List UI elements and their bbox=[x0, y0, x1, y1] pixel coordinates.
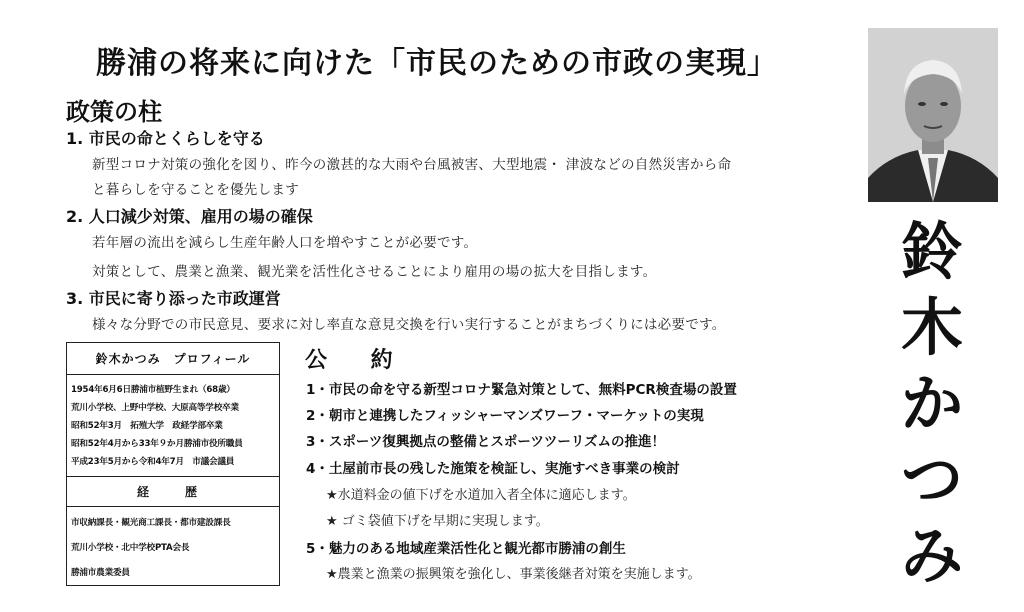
pillar-1-text-2: と暮らしを守ることを優先します bbox=[92, 182, 299, 198]
policy-heading: 政策の柱 bbox=[66, 98, 162, 126]
pillar-2-text-2: 対策として、農業と漁業、観光業を活性化させることにより雇用の場の拡大を目指します。 bbox=[92, 264, 657, 280]
career-line: 市収納課長・観光商工課長・都市建設課長 bbox=[71, 518, 231, 528]
career-lines bbox=[67, 507, 279, 590]
portrait-illustration bbox=[868, 28, 998, 202]
pledge-sub-item: ★ ゴミ袋値下げを早期に実現します。 bbox=[326, 514, 549, 529]
name-char: つ bbox=[900, 443, 963, 516]
pledge-sub-item: ★水道料金の値下げを水道加入者全体に適応します。 bbox=[326, 488, 636, 503]
career-line: 勝浦市農業委員 bbox=[71, 568, 130, 578]
candidate-name-vertical bbox=[892, 214, 972, 594]
profile-title: 鈴木かつみ プロフィール bbox=[67, 343, 279, 375]
pillar-1-title: 1. 市民の命とくらしを守る bbox=[66, 129, 265, 148]
pillar-2-text-1: 若年層の流出を減らし生産年齢人口を増やすことが必要です。 bbox=[92, 235, 478, 251]
pledge-item-2: 2・朝市と連携したフィッシャーマンズワーフ・マーケットの実現 bbox=[306, 408, 704, 424]
profile-line: 荒川小学校、上野中学校、大原高等学校卒業 bbox=[71, 403, 239, 413]
pledges-heading: 公 約 bbox=[305, 348, 411, 373]
pillar-3-text-1: 様々な分野での市民意見、要求に対し率直な意見交換を行い実行することがまちづくりには必要です。 bbox=[92, 317, 726, 333]
profile-line: 昭和52年3月 拓殖大学 政経学部卒業 bbox=[71, 421, 223, 431]
pillar-3-title: 3. 市民に寄り添った市政運営 bbox=[66, 289, 281, 308]
name-char: 木 bbox=[900, 291, 963, 364]
profile-line: 平成23年5月から令和4年7月 市議会議員 bbox=[71, 457, 235, 467]
career-title: 経 歴 bbox=[67, 477, 279, 507]
profile-box bbox=[66, 342, 280, 586]
page-title: 勝浦の将来に向けた「市民のための市政の実現」 bbox=[96, 46, 778, 81]
pledge-item-4: 4・土屋前市長の残した施策を検証し、実施すべき事業の検討 bbox=[306, 461, 680, 477]
pledge-item-3: 3・スポーツ復興拠点の整備とスポーツツーリズムの推進！ bbox=[306, 434, 666, 450]
pledge-item-5: 5・魅力のある地域産業活性化と観光都市勝浦の創生 bbox=[306, 541, 626, 557]
pledge-item-1: 1・市民の命を守る新型コロナ緊急対策として、無料PCR検査場の設置 bbox=[306, 382, 737, 398]
profile-lines bbox=[67, 375, 279, 477]
career-line: 荒川小学校・北中学校PTA会長 bbox=[71, 543, 190, 553]
name-char: 鈴 bbox=[900, 215, 963, 288]
name-char: か bbox=[900, 367, 963, 440]
profile-line: 1954年6月6日勝浦市植野生まれ（68歳） bbox=[71, 385, 235, 395]
profile-line: 昭和52年4月から33年９か月勝浦市役所職員 bbox=[71, 439, 243, 449]
pillar-1-text-1: 新型コロナ対策の強化を図り、昨今の激甚的な大雨や台風被害、大型地震・ 津波などの自然災害から命 bbox=[92, 157, 732, 173]
candidate-portrait bbox=[868, 28, 998, 202]
name-char: み bbox=[900, 519, 963, 592]
pillar-2-title: 2. 人口減少対策、雇用の場の確保 bbox=[66, 207, 313, 226]
pledge-sub-item: ★農業と漁業の振興策を強化し、事業後継者対策を実施します。 bbox=[326, 567, 701, 582]
